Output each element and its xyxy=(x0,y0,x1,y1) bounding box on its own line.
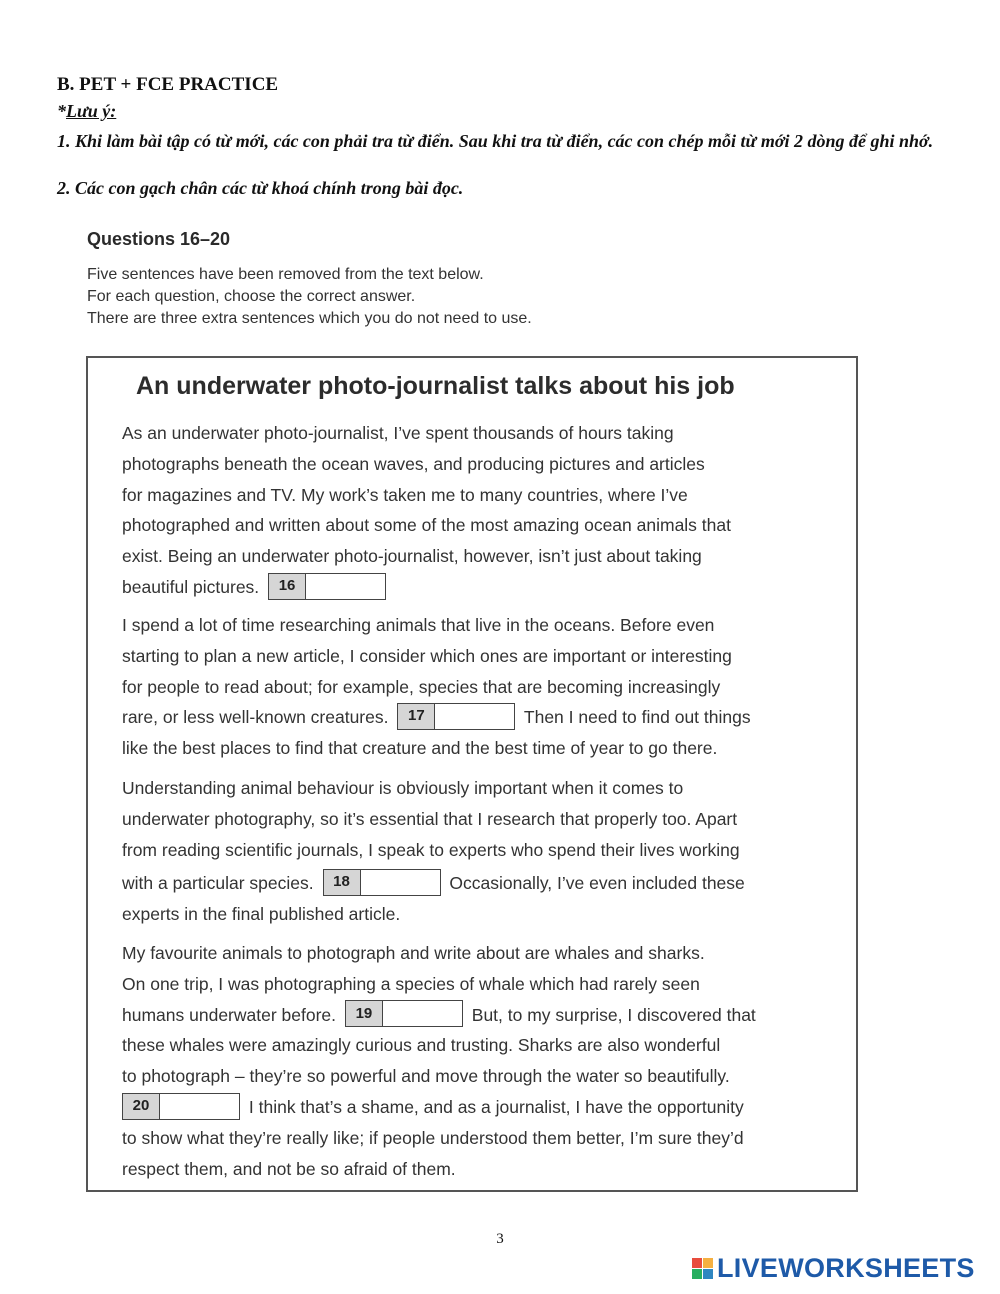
section-title: B. PET + FCE PRACTICE xyxy=(57,74,279,95)
text-fragment: with a particular species. xyxy=(122,873,314,894)
paragraph-4 xyxy=(122,938,842,1184)
text-line xyxy=(122,572,842,603)
logo-square xyxy=(703,1258,713,1268)
instruction-line: There are three extra sentences which you do not need to use. xyxy=(87,310,532,327)
logo-square xyxy=(692,1258,702,1268)
text-fragment: Then I need to find out things xyxy=(523,707,751,728)
instruction-line: Five sentences have been removed from the text below. xyxy=(87,266,484,283)
questions-title: Questions 16–20 xyxy=(87,229,231,249)
text-fragment: beautiful pictures. xyxy=(122,576,260,597)
text-line: photographed and written about some of the most amazing ocean animals that xyxy=(122,515,731,536)
gap-16[interactable] xyxy=(268,573,386,600)
logo-text: LIVEWORKSHEETS xyxy=(717,1253,975,1283)
text-line: My favourite animals to photograph and write about are whales and sharks. xyxy=(122,943,705,963)
article-title: An underwater photo-journalist talks about his job xyxy=(136,372,735,400)
text-line: Understanding animal behaviour is obviously important when it comes to xyxy=(122,778,684,798)
text-line: for magazines and TV. My work’s taken me to many countries, where I’ve xyxy=(122,484,688,505)
text-line: for people to read about; for example, species that are becoming increasingly xyxy=(122,676,721,697)
text-line: I spend a lot of time researching animals that live in the oceans. Before even xyxy=(122,615,715,635)
page-number: 3 xyxy=(496,1231,504,1247)
gap-blank[interactable] xyxy=(435,704,514,729)
paragraph-3 xyxy=(122,773,842,930)
text-fragment: I think that’s a shame, and as a journalist, I have the opportunity xyxy=(248,1096,744,1117)
gap-20[interactable] xyxy=(122,1093,240,1120)
gap-blank[interactable] xyxy=(306,574,385,599)
instructions xyxy=(87,264,532,330)
logo-square xyxy=(703,1269,713,1279)
gap-number: 20 xyxy=(123,1094,160,1119)
text-line: starting to plan a new article, I consider which ones are important or interesting xyxy=(122,645,732,666)
text-line: As an underwater photo-journalist, I’ve spent thousands of hours taking xyxy=(122,423,674,443)
text-line: like the best places to find that creature and the best time of year to go there. xyxy=(122,738,718,759)
text-fragment: humans underwater before. xyxy=(122,1004,337,1025)
note-label-text: Lưu ý: xyxy=(66,101,117,121)
logo-square xyxy=(692,1269,702,1279)
text-fragment: rare, or less well-known creatures. xyxy=(122,707,389,728)
gap-19[interactable] xyxy=(345,1000,463,1027)
note-1: 1. Khi làm bài tập có từ mới, các con phải tra từ điển. Sau khi tra từ điển, các con chép mỗi từ mới 2 dòng để ghi nhớ. xyxy=(57,131,934,151)
gap-17[interactable] xyxy=(397,703,515,730)
text-line: to show what they’re really like; if people understood them better, I’m sure they’d xyxy=(122,1127,744,1148)
text-line: photographs beneath the ocean waves, and producing pictures and articles xyxy=(122,453,705,474)
note-2: 2. Các con gạch chân các từ khoá chính trong bài đọc. xyxy=(57,178,464,198)
gap-blank[interactable] xyxy=(383,1001,462,1026)
article-box xyxy=(86,356,858,1192)
gap-number: 16 xyxy=(269,574,306,599)
paragraph-2 xyxy=(122,610,842,764)
text-fragment: Occasionally, I’ve even included these xyxy=(449,873,745,894)
text-line xyxy=(122,1000,842,1031)
text-line: experts in the final published article. xyxy=(122,904,401,925)
text-line xyxy=(122,868,842,899)
text-fragment: But, to my surprise, I discovered that xyxy=(471,1004,756,1025)
text-line: underwater photography, so it’s essential that I research that properly too. Apart xyxy=(122,808,738,829)
logo-icon xyxy=(692,1258,713,1279)
gap-number: 18 xyxy=(324,870,361,895)
liveworksheets-logo[interactable] xyxy=(692,1253,975,1284)
paragraph-1 xyxy=(122,418,842,603)
gap-number: 19 xyxy=(346,1001,383,1026)
note-star: * xyxy=(57,101,66,121)
text-line: from reading scientific journals, I speak to experts who spend their lives working xyxy=(122,839,740,860)
note-label xyxy=(57,101,116,122)
gap-blank[interactable] xyxy=(361,870,440,895)
text-line xyxy=(122,702,842,733)
text-line: respect them, and not be so afraid of them. xyxy=(122,1158,456,1179)
gap-number: 17 xyxy=(398,704,435,729)
text-line: these whales were amazingly curious and trusting. Sharks are also wonderful xyxy=(122,1035,721,1056)
text-line xyxy=(122,1092,842,1123)
instruction-line: For each question, choose the correct answer. xyxy=(87,288,416,305)
gap-blank[interactable] xyxy=(160,1094,239,1119)
text-line: to photograph – they’re so powerful and move through the water so beautifully. xyxy=(122,1066,730,1087)
gap-18[interactable] xyxy=(323,869,441,896)
text-line: exist. Being an underwater photo-journalist, however, isn’t just about taking xyxy=(122,546,702,567)
text-line: On one trip, I was photographing a species of whale which had rarely seen xyxy=(122,973,700,994)
